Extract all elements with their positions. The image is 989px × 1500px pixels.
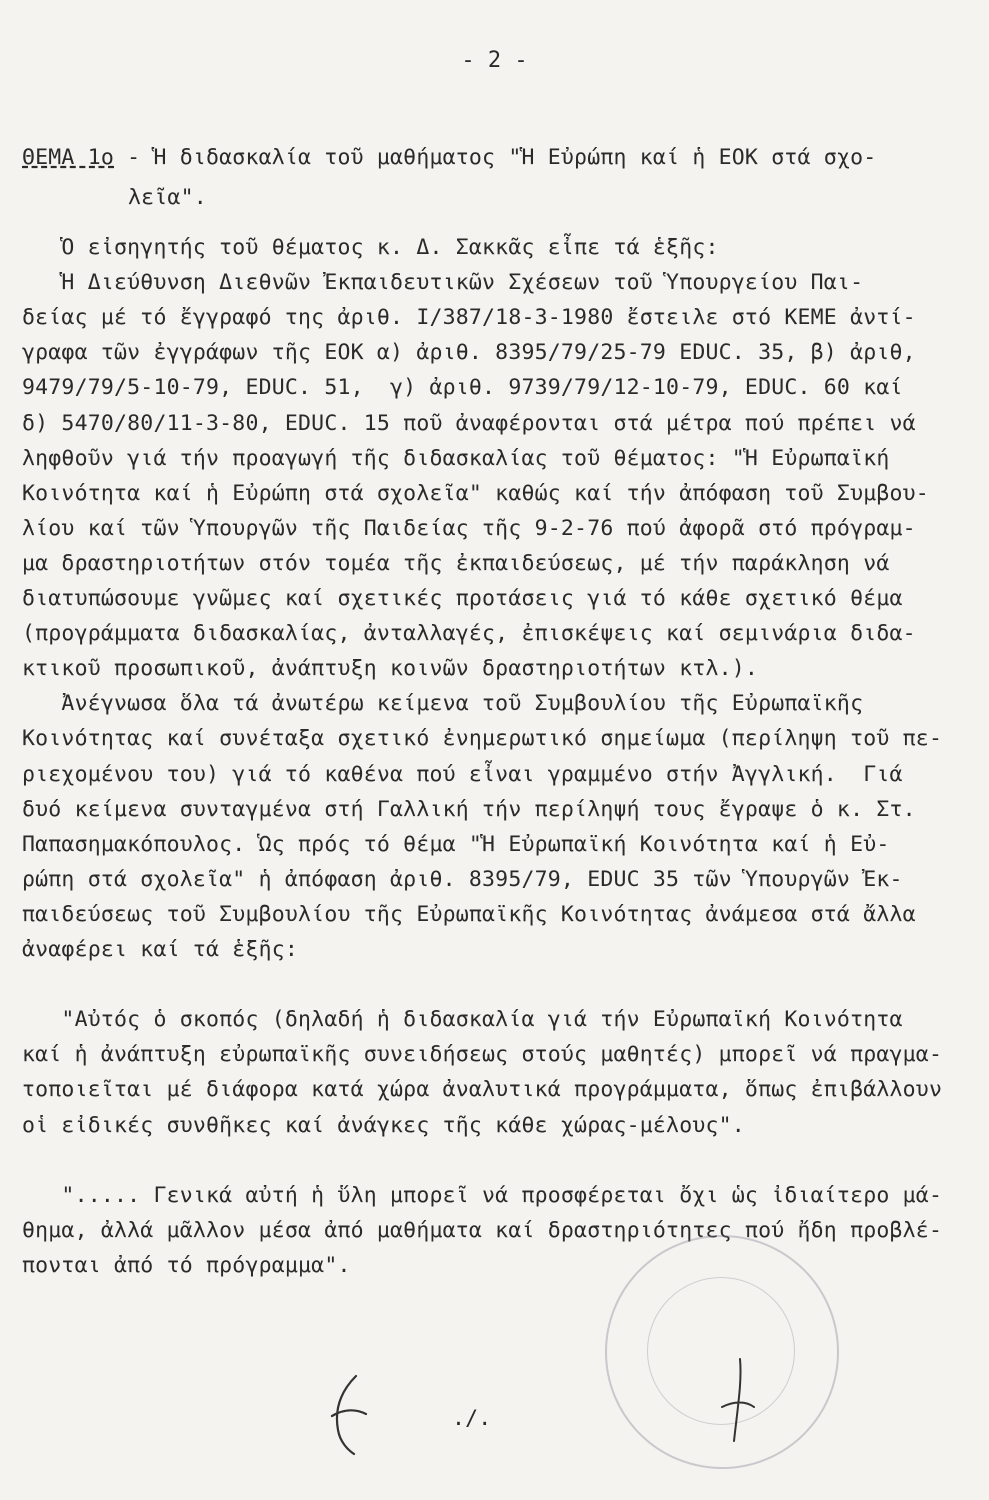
text-line: δ) 5470/80/11-3-80, EDUC. 15 ποῦ ἀναφέρονται στά μέτρα πού πρέπει νά — [22, 411, 916, 436]
text-line: ριεχομένου του) γιά τό καθένα πού εἶναι γραμμένο στήν Ἀγγλική. Γιά — [22, 762, 903, 787]
text-line: Κοινότητας καί συνέταξα σχετικό ἐνημερωτικό σημείωμα (περίληψη τοῦ πε- — [22, 726, 943, 751]
text-line: τοποιεῖται μέ διάφορα κατά χώρα ἀναλυτικά προγράμματα, ὅπως ἐπιβάλλουν — [22, 1077, 943, 1102]
text-line: λίου καί τῶν Ὑπουργῶν τῆς Παιδείας τῆς 9-2-76 πού ἀφορᾶ στό πρόγραμ- — [22, 516, 916, 541]
topic-label: ΘΕΜΑ 1ο — [22, 145, 115, 170]
handwritten-signature — [318, 1370, 378, 1460]
text-line: ρώπη στά σχολεῖα" ἡ ἀπόφαση ἀριθ. 8395/79, EDUC 35 τῶν Ὑπουργῶν Ἐκ- — [22, 867, 903, 892]
text-line: διατυπώσουμε γνῶμες καί σχετικές προτάσεις γιά τό κάθε σχετικό θέμα — [22, 586, 903, 611]
text-line: "Αὐτός ὁ σκοπός (δηλαδή ἡ διδασκαλία γιά τήν Εὐρωπαϊκή Κοινότητα — [22, 1007, 903, 1032]
text-line: ληφθοῦν γιά τήν προαγωγή τῆς διδασκαλίας τοῦ θέματος: "Ἡ Εὐρωπαϊκή — [22, 446, 890, 471]
page-number: - 2 - — [461, 48, 528, 73]
text-line: κτικοῦ προσωπικοῦ, ἀνάπτυξη κοινῶν δραστηριοτήτων κτλ.). — [22, 656, 759, 681]
text-line: μα δραστηριοτήτων στόν τομέα τῆς ἐκπαιδεύσεως, μέ τήν παράκληση νά — [22, 551, 890, 576]
text-line: οἱ εἰδικές συνθῆκες καί ἀνάγκες τῆς κάθε χώρας-μέλους". — [22, 1113, 745, 1138]
text-line: πονται ἀπό τό πρόγραμμα". — [22, 1253, 351, 1278]
text-line: δυό κείμενα συνταγμένα στή Γαλλική τήν περίληψή τους ἔγραψε ὁ κ. Στ. — [22, 797, 916, 822]
text-line: παιδεύσεως τοῦ Συμβουλίου τῆς Εὐρωπαϊκῆς Κοινότητας ἀνάμεσα στά ἄλλα — [22, 902, 916, 927]
topic-title-continuation: λεῖα". — [128, 185, 207, 210]
continuation-mark: ./. — [452, 1406, 492, 1431]
text-line: καί ἡ ἀνάπτυξη εὐρωπαϊκῆς συνειδήσεως στούς μαθητές) μπορεῖ νά πραγμα- — [22, 1042, 943, 1067]
text-line: ἀναφέρει καί τά ἑξῆς: — [22, 937, 299, 962]
text-line: Ἀνέγνωσα ὅλα τά ἀνωτέρω κείμενα τοῦ Συμβουλίου τῆς Εὐρωπαϊκῆς — [22, 691, 864, 716]
topic-title: - Ἡ διδασκαλία τοῦ μαθήματος "Ἡ Εὐρώπη καί ἡ ΕΟΚ στά σχο- — [114, 145, 877, 170]
text-line: "..... Γενικά αὐτή ἡ ὕλη μπορεῖ νά προσφέρεται ὄχι ὡς ἰδιαίτερο μά- — [22, 1183, 943, 1208]
text-line: Κοινότητα καί ἡ Εὐρώπη στά σχολεῖα" καθώς καί τήν ἀπόφαση τοῦ Συμβου- — [22, 481, 929, 506]
text-line: γραφα τῶν ἐγγράφων τῆς ΕΟΚ α) ἀριθ. 8395/79/25-79 EDUC. 35, β) ἀριθ, — [22, 340, 916, 365]
topic-heading-line — [22, 143, 989, 173]
handwritten-initials — [712, 1355, 762, 1450]
text-line: Ὁ εἰσηγητής τοῦ θέματος κ. Δ. Σακκᾶς εἶπε τά ἑξῆς: — [22, 235, 719, 260]
text-line: δείας μέ τό ἔγγραφό της ἀριθ. Ι/387/18-3-1980 ἔστειλε στό ΚΕΜΕ ἀντί- — [22, 305, 916, 330]
text-line: (προγράμματα διδασκαλίας, ἀνταλλαγές, ἐπισκέψεις καί σεμινάρια διδα- — [22, 621, 916, 646]
text-line: 9479/79/5-10-79, EDUC. 51, γ) ἀριθ. 9739/79/12-10-79, EDUC. 60 καί — [22, 375, 903, 400]
text-line: Παπασημακόπουλος. Ὡς πρός τό θέμα "Ἡ Εὐρωπαϊκή Κοινότητα καί ἡ Εὐ- — [22, 832, 890, 857]
text-line: Ἡ Διεύθυνση Διεθνῶν Ἐκπαιδευτικῶν Σχέσεων τοῦ Ὑπουργείου Παι- — [22, 270, 864, 295]
text-line: θημα, ἀλλά μᾶλλον μέσα ἀπό μαθήματα καί δραστηριότητες πού ἤδη προβλέ- — [22, 1218, 943, 1243]
